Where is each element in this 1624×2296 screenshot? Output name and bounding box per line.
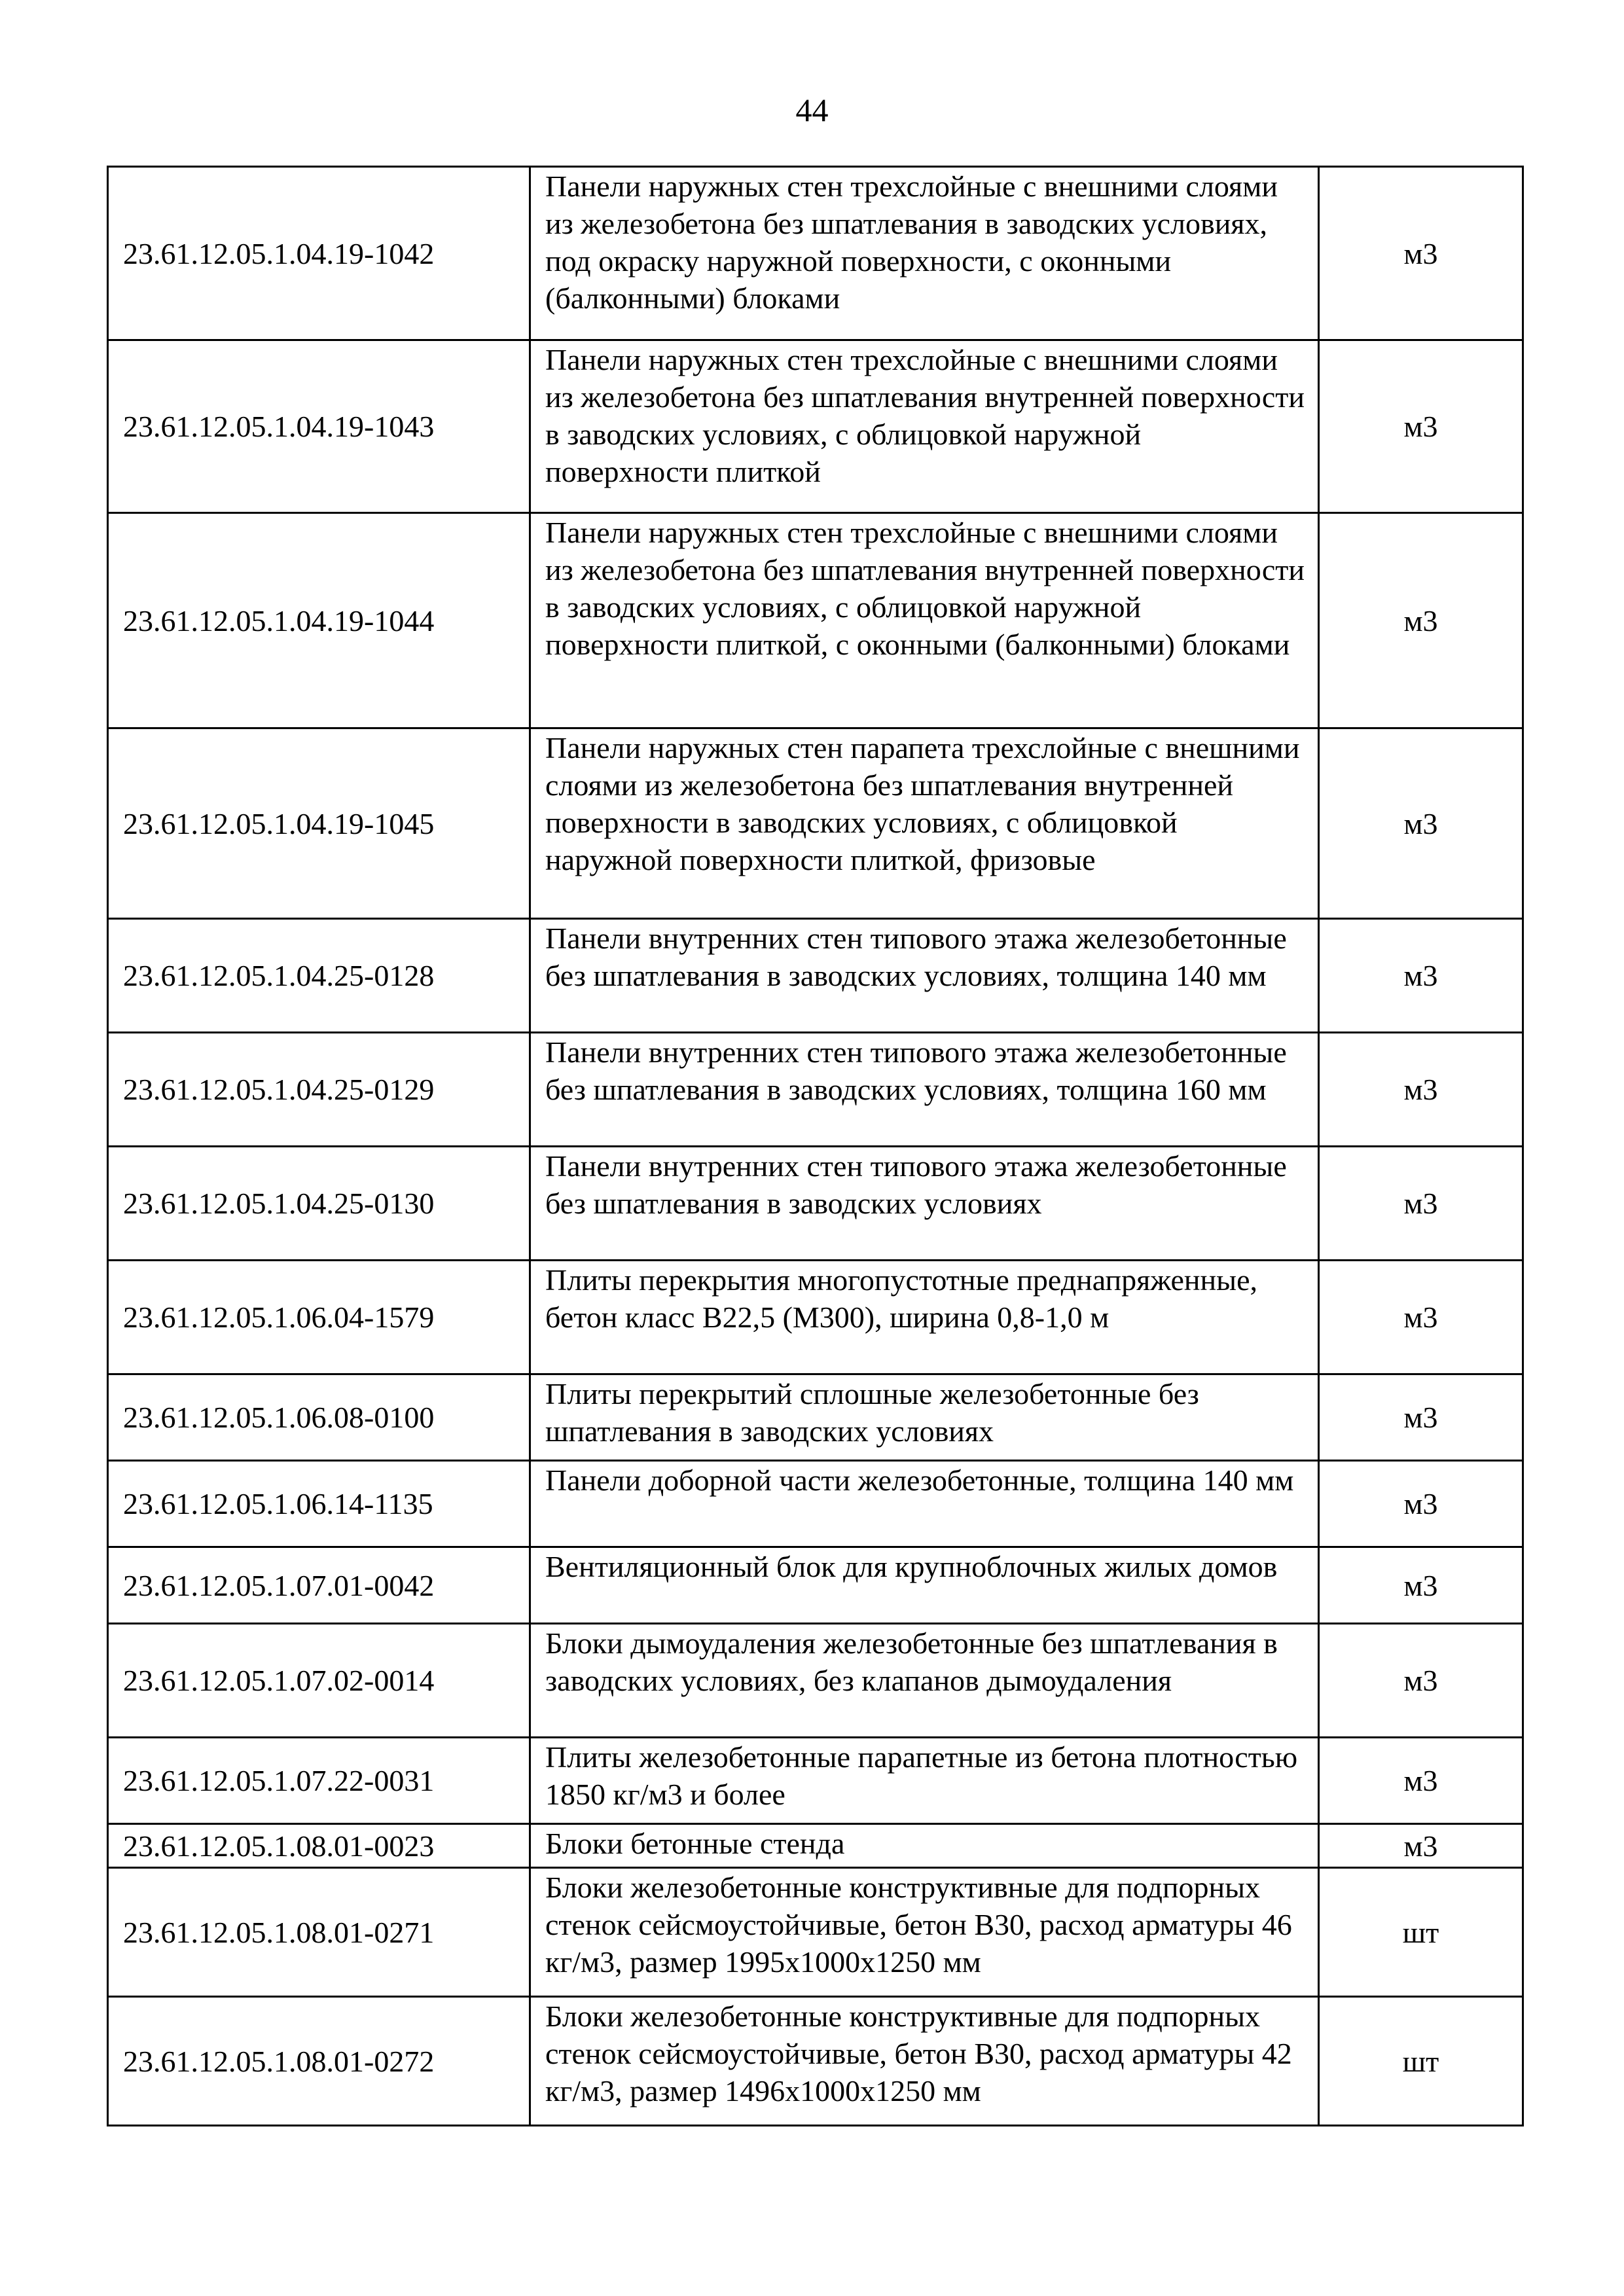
- resource-description: Панели наружных стен трехслойные с внешними слоями из железобетона без шпатлевания в заводских условиях, под окраску наружной поверхности, с оконными (балконными) блоками: [530, 167, 1319, 340]
- unit-of-measure: м3: [1319, 728, 1523, 919]
- unit-of-measure: м3: [1319, 1624, 1523, 1738]
- unit-of-measure: м3: [1319, 919, 1523, 1033]
- resource-description: Панели внутренних стен типового этажа железобетонные без шпатлевания в заводских условиях, толщина 160 мм: [530, 1033, 1319, 1147]
- resource-code: 23.61.12.05.1.04.19-1042: [108, 167, 530, 340]
- resource-description: Блоки железобетонные конструктивные для подпорных стенок сейсмоустойчивые, бетон В30, расход арматуры 42 кг/м3, размер 1496х1000х1250 мм: [530, 1997, 1319, 2126]
- resource-code: 23.61.12.05.1.04.25-0129: [108, 1033, 530, 1147]
- table-row: [108, 728, 1523, 919]
- resource-description: Плиты перекрытия многопустотные преднапряженные, бетон класс В22,5 (М300), ширина 0,8-1,0 м: [530, 1261, 1319, 1374]
- table-row: [108, 1033, 1523, 1147]
- table-row: [108, 1624, 1523, 1738]
- unit-of-measure: м3: [1319, 1374, 1523, 1461]
- unit-of-measure: м3: [1319, 513, 1523, 728]
- unit-of-measure: м3: [1319, 1147, 1523, 1261]
- unit-of-measure: м3: [1319, 167, 1523, 340]
- resource-code: 23.61.12.05.1.08.01-0023: [108, 1824, 530, 1868]
- table-row: [108, 1374, 1523, 1461]
- resource-code: 23.61.12.05.1.08.01-0272: [108, 1997, 530, 2126]
- resource-description: Панели внутренних стен типового этажа железобетонные без шпатлевания в заводских условиях: [530, 1147, 1319, 1261]
- resource-description: Блоки железобетонные конструктивные для подпорных стенок сейсмоустойчивые, бетон В30, расход арматуры 46 кг/м3, размер 1995х1000х1250 мм: [530, 1868, 1319, 1997]
- resource-code: 23.61.12.05.1.06.14-1135: [108, 1461, 530, 1547]
- table-row: [108, 513, 1523, 728]
- resource-code: 23.61.12.05.1.06.08-0100: [108, 1374, 530, 1461]
- table-row: [108, 1738, 1523, 1824]
- unit-of-measure: м3: [1319, 1547, 1523, 1624]
- unit-of-measure: шт: [1319, 1997, 1523, 2126]
- unit-of-measure: шт: [1319, 1868, 1523, 1997]
- resource-description: Блоки дымоудаления железобетонные без шпатлевания в заводских условиях, без клапанов дымоудаления: [530, 1624, 1319, 1738]
- resource-description: Вентиляционный блок для крупноблочных жилых домов: [530, 1547, 1319, 1624]
- table-row: [108, 1261, 1523, 1374]
- resource-description: Панели наружных стен трехслойные с внешними слоями из железобетона без шпатлевания внутренней поверхности в заводских условиях, с облицовкой наружной поверхности плиткой: [530, 340, 1319, 513]
- resource-code: 23.61.12.05.1.06.04-1579: [108, 1261, 530, 1374]
- resource-code: 23.61.12.05.1.04.25-0128: [108, 919, 530, 1033]
- resource-description: Панели наружных стен трехслойные с внешними слоями из железобетона без шпатлевания внутренней поверхности в заводских условиях, с облицовкой наружной поверхности плиткой, с оконными (балконными) блоками: [530, 513, 1319, 728]
- page-number: 44: [795, 92, 829, 128]
- resource-description: Панели наружных стен парапета трехслойные с внешними слоями из железобетона без шпатлевания внутренней поверхности в заводских условиях, с облицовкой наружной поверхности плиткой, фризовые: [530, 728, 1319, 919]
- resource-code: 23.61.12.05.1.04.19-1045: [108, 728, 530, 919]
- table-row: [108, 1461, 1523, 1547]
- table-row: [108, 1997, 1523, 2126]
- table-row: [108, 1547, 1523, 1624]
- resource-description: Панели доборной части железобетонные, толщина 140 мм: [530, 1461, 1319, 1547]
- resource-code: 23.61.12.05.1.04.25-0130: [108, 1147, 530, 1261]
- resource-code: 23.61.12.05.1.08.01-0271: [108, 1868, 530, 1997]
- unit-of-measure: м3: [1319, 1261, 1523, 1374]
- unit-of-measure: м3: [1319, 1824, 1523, 1868]
- resource-description: Плиты перекрытий сплошные железобетонные без шпатлевания в заводских условиях: [530, 1374, 1319, 1461]
- table-row: [108, 919, 1523, 1033]
- resource-code: 23.61.12.05.1.07.01-0042: [108, 1547, 530, 1624]
- table-row: [108, 1824, 1523, 1868]
- resource-code: 23.61.12.05.1.07.22-0031: [108, 1738, 530, 1824]
- table-row: [108, 167, 1523, 340]
- unit-of-measure: м3: [1319, 340, 1523, 513]
- unit-of-measure: м3: [1319, 1033, 1523, 1147]
- resource-description: Блоки бетонные стенда: [530, 1824, 1319, 1868]
- resource-code: 23.61.12.05.1.07.02-0014: [108, 1624, 530, 1738]
- resource-description: Панели внутренних стен типового этажа железобетонные без шпатлевания в заводских условиях, толщина 140 мм: [530, 919, 1319, 1033]
- resource-code: 23.61.12.05.1.04.19-1044: [108, 513, 530, 728]
- unit-of-measure: м3: [1319, 1461, 1523, 1547]
- resource-table: [107, 166, 1524, 2126]
- resource-code: 23.61.12.05.1.04.19-1043: [108, 340, 530, 513]
- table-row: [108, 340, 1523, 513]
- table-row: [108, 1147, 1523, 1261]
- table-row: [108, 1868, 1523, 1997]
- unit-of-measure: м3: [1319, 1738, 1523, 1824]
- resource-description: Плиты железобетонные парапетные из бетона плотностью 1850 кг/м3 и более: [530, 1738, 1319, 1824]
